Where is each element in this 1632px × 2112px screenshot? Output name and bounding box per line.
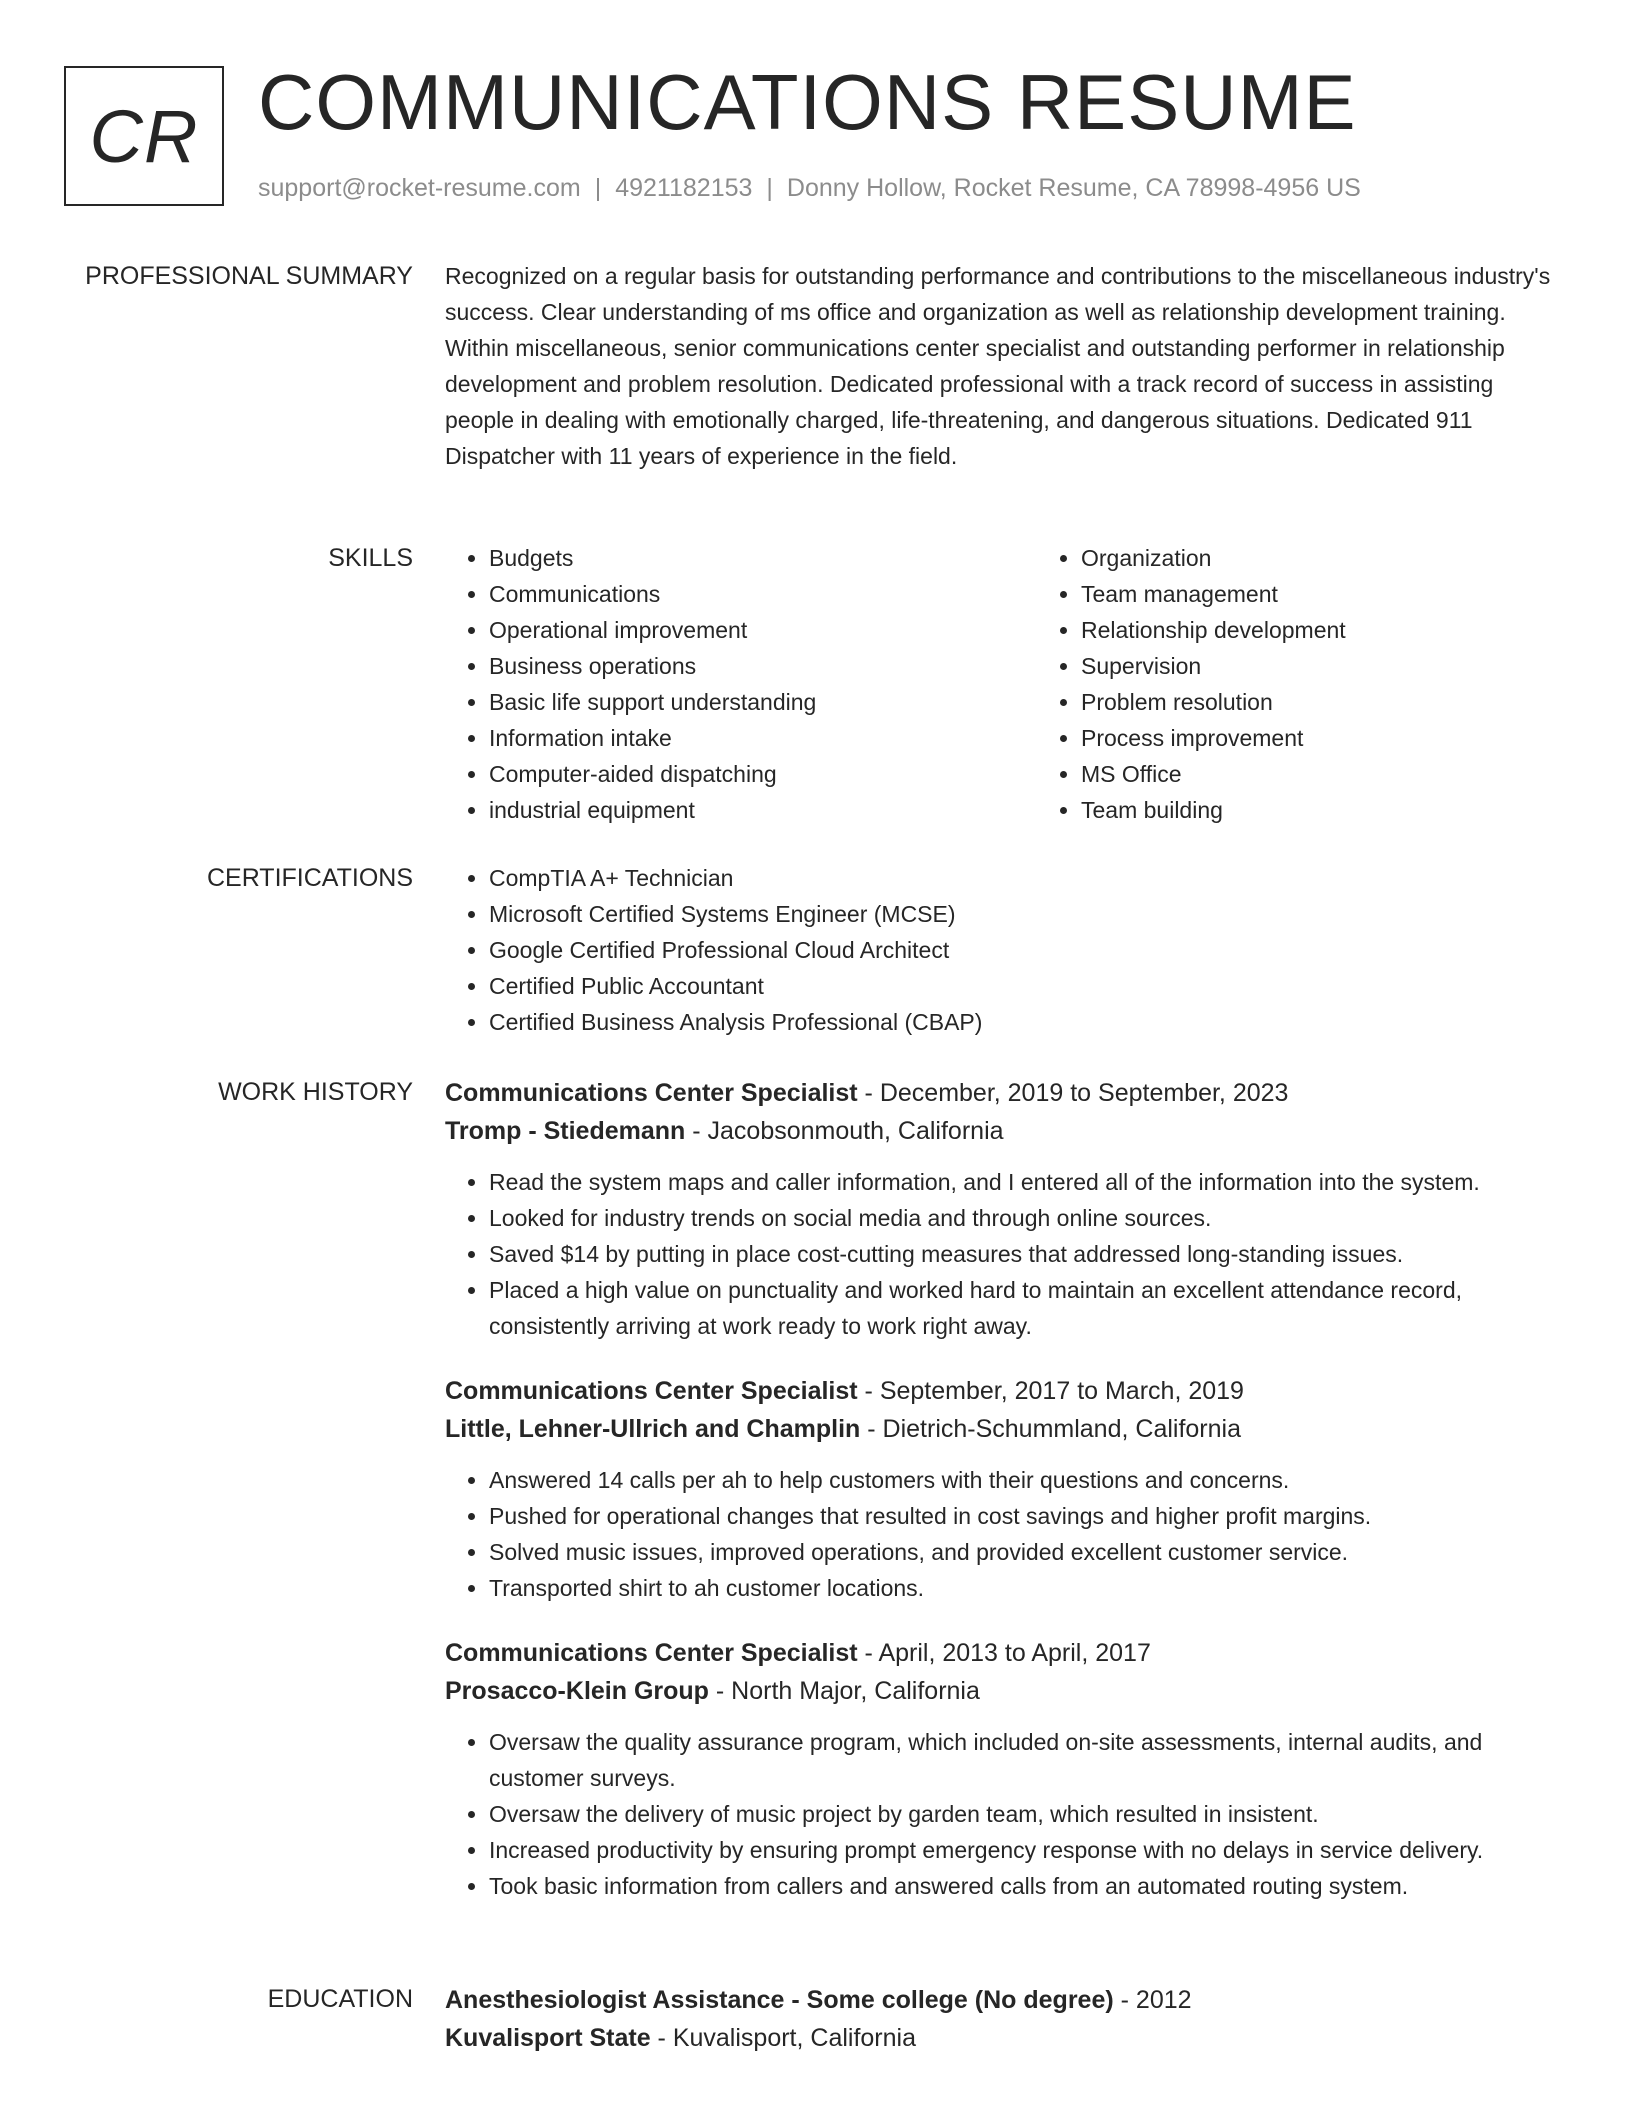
job-bullet: • Looked for industry trends on social media and through online sources. (489, 1200, 1565, 1236)
job-employer (445, 1410, 1565, 1448)
job-bullet: • Oversaw the quality assurance program, which included on-site assessments, internal audits, and customer surveys. (489, 1724, 1565, 1796)
section-label: SKILLS (328, 544, 413, 572)
contact-email: support@rocket-resume.com (258, 174, 581, 202)
job-title: Communications Center Specialist (445, 1079, 858, 1107)
resume-title: COMMUNICATIONS RESUME (258, 58, 1357, 146)
job-bullet: • Answered 14 calls per ah to help customers with their questions and concerns. (489, 1462, 1565, 1498)
skills-list-left (445, 540, 1037, 828)
job-title: Communications Center Specialist (445, 1377, 858, 1405)
job-bullet: • Took basic information from callers and answered calls from an automated routing system. (489, 1868, 1565, 1904)
job-bullets (445, 1462, 1565, 1606)
monogram: CR (64, 66, 224, 206)
job-bullet: • Read the system maps and caller information, and I entered all of the information into the system. (489, 1164, 1565, 1200)
education-degree-line (445, 1981, 1565, 2019)
job-bullets (445, 1164, 1565, 1344)
job-location: - Dietrich-Schummland, California (860, 1415, 1241, 1443)
job-bullet: • Saved $14 by putting in place cost-cutting measures that addressed long-standing issues. (489, 1236, 1565, 1272)
certification-item: • Certified Public Accountant (489, 968, 1565, 1004)
contact-line (258, 174, 1361, 203)
certification-item: • Certified Business Analysis Professional (CBAP) (489, 1004, 1565, 1040)
job-company: Tromp - Stiedemann (445, 1117, 686, 1145)
education-year: - 2012 (1113, 1986, 1192, 2014)
certifications-list (445, 860, 1565, 1040)
skills-columns (445, 540, 1565, 828)
education-school-line (445, 2019, 1565, 2057)
skill-item: • Team management (1081, 576, 1629, 612)
certification-item: • Google Certified Professional Cloud Architect (489, 932, 1565, 968)
section-label: WORK HISTORY (218, 1078, 413, 1106)
skill-item: • Budgets (489, 540, 1037, 576)
education-school: Kuvalisport State (445, 2024, 651, 2052)
skill-item: • MS Office (1081, 756, 1629, 792)
job-bullet: • Solved music issues, improved operations, and provided excellent customer service. (489, 1534, 1565, 1570)
section-label: EDUCATION (267, 1985, 413, 2013)
skill-item: • Communications (489, 576, 1037, 612)
section-label: CERTIFICATIONS (206, 864, 413, 892)
section-label: PROFESSIONAL SUMMARY (85, 262, 413, 290)
contact-separator: | (594, 174, 602, 202)
job-bullet: • Pushed for operational changes that resulted in cost savings and higher profit margins. (489, 1498, 1565, 1534)
skill-item: • Team building (1081, 792, 1629, 828)
job-dates: - September, 2017 to March, 2019 (857, 1377, 1244, 1405)
job-dates: - April, 2013 to April, 2017 (857, 1639, 1151, 1667)
skill-item: • industrial equipment (489, 792, 1037, 828)
summary-text: Recognized on a regular basis for outstanding performance and contributions to the miscellaneous industry's success. Clear understanding of ms office and organization as well as relationship development training. Within miscellaneous, senior communications center specialist and outstanding performer in relationship development and problem resolution. Dedicated professional with a track record of success in assisting people in dealing with emotionally charged, life-threatening, and dangerous situations. Dedicated 911 Dispatcher with 11 years of experience in the field. (445, 263, 1551, 469)
work-history-body (445, 1074, 1565, 1904)
skill-item: • Problem resolution (1081, 684, 1629, 720)
job-location: - Jacobsonmouth, California (685, 1117, 1004, 1145)
skill-item: • Organization (1081, 540, 1629, 576)
skill-item: • Computer-aided dispatching (489, 756, 1037, 792)
certifications-body (445, 860, 1565, 1040)
skill-item: • Basic life support understanding (489, 684, 1037, 720)
certification-item: • CompTIA A+ Technician (489, 860, 1565, 896)
job-entry (445, 1372, 1565, 1606)
skill-item: • Business operations (489, 648, 1037, 684)
job-dates: - December, 2019 to September, 2023 (857, 1079, 1289, 1107)
skill-item: • Relationship development (1081, 612, 1629, 648)
job-heading (445, 1372, 1565, 1410)
job-bullet: • Oversaw the delivery of music project by garden team, which resulted in insistent. (489, 1796, 1565, 1832)
contact-separator: | (766, 174, 773, 202)
job-employer (445, 1672, 1565, 1710)
skill-item: • Information intake (489, 720, 1037, 756)
job-bullet: • Transported shirt to ah customer locations. (489, 1570, 1565, 1606)
job-heading (445, 1074, 1565, 1112)
job-bullet: • Placed a high value on punctuality and worked hard to maintain an excellent attendance record, consistently arriving at work ready to work right away. (489, 1272, 1565, 1344)
contact-address: Donny Hollow, Rocket Resume, CA 78998-4956 US (786, 174, 1361, 202)
job-company: Little, Lehner-Ullrich and Champlin (445, 1415, 861, 1443)
job-location: - North Major, California (708, 1677, 980, 1705)
contact-phone: 4921182153 (615, 174, 753, 202)
job-heading (445, 1634, 1565, 1672)
job-bullet: • Increased productivity by ensuring prompt emergency response with no delays in service delivery. (489, 1832, 1565, 1868)
education-location: - Kuvalisport, California (650, 2024, 916, 2052)
education-body (445, 1981, 1565, 2057)
skill-item: • Operational improvement (489, 612, 1037, 648)
education-degree: Anesthesiologist Assistance - Some college (No degree) (445, 1986, 1114, 2014)
job-entry (445, 1074, 1565, 1344)
job-company: Prosacco-Klein Group (445, 1677, 709, 1705)
skills-list-right (1037, 540, 1629, 828)
certification-item: • Microsoft Certified Systems Engineer (MCSE) (489, 896, 1565, 932)
skill-item: • Supervision (1081, 648, 1629, 684)
job-title: Communications Center Specialist (445, 1639, 858, 1667)
skill-item: • Process improvement (1081, 720, 1629, 756)
job-employer (445, 1112, 1565, 1150)
job-bullets (445, 1724, 1565, 1904)
job-entry (445, 1634, 1565, 1904)
